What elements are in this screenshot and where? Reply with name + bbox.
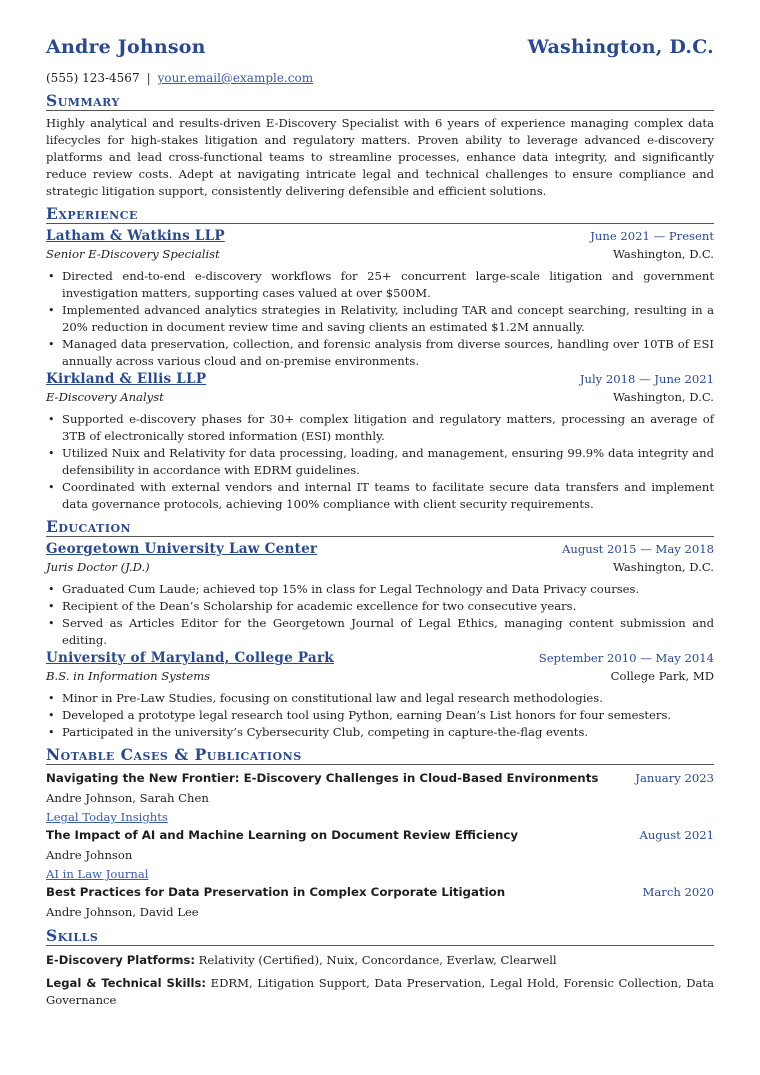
institution-link[interactable]: Georgetown University Law Center: [46, 541, 318, 558]
education-entry: [46, 649, 714, 741]
publication-item: [46, 883, 714, 922]
achievement-item: • Directed end-to-end e-discovery workflows for 25+ concurrent large-scale litigation and government investigation matters, supporting cases valued at over $500M.: [46, 268, 714, 302]
publication-authors: Andre Johnson, Sarah Chen: [46, 791, 209, 806]
job-title: Senior E-Discovery Specialist: [46, 247, 220, 262]
skill-row: [46, 952, 714, 969]
section-title-skills: Skills: [46, 927, 714, 946]
skill-label: E-Discovery Platforms:: [46, 953, 195, 968]
publication-title: The Impact of AI and Machine Learning on Document Review Efficiency: [46, 828, 519, 843]
resume-page: [46, 36, 714, 1009]
publication-date: August 2021: [639, 828, 714, 843]
employment-dates: July 2018 — June 2021: [579, 372, 714, 387]
education-detail-item: • Developed a prototype legal research tool using Python, earning Dean’s List honors for four semesters.: [46, 707, 714, 724]
contact-separator: |: [146, 71, 151, 85]
degree: B.S. in Information Systems: [46, 669, 211, 684]
employer-link[interactable]: Kirkland & Ellis LLP: [46, 371, 207, 388]
education-detail-item: • Recipient of the Dean’s Scholarship for academic excellence for two consecutive years.: [46, 598, 714, 615]
section-title-education: Education: [46, 518, 714, 537]
experience-entry: [46, 227, 714, 370]
section-title-summary: Summary: [46, 92, 714, 111]
resume-header: [46, 36, 714, 68]
education-entry: [46, 540, 714, 649]
publication-date: January 2023: [635, 771, 714, 786]
publication-venue-link[interactable]: AI in Law Journal: [46, 867, 149, 882]
candidate-location: Washington, D.C.: [527, 36, 714, 58]
achievement-list: [46, 411, 714, 513]
summary-text: Highly analytical and results-driven E-Discovery Specialist with 6 years of experience managing complex data lifecycles for high-stakes litigation and regulatory matters. Proven ability to leverage advanced e-discovery platforms and lead cross-functional teams to streamline processes, enhance data integrity, and significantly reduce review costs. Adept at navigating intricate legal and technical challenges to ensure compliance and strategic litigation support, consistently delivering defensible and efficient solutions.: [46, 116, 714, 199]
education-detail-item: • Participated in the university’s Cybersecurity Club, competing in capture-the-flag events.: [46, 724, 714, 741]
publication-item: [46, 769, 714, 826]
email-link[interactable]: your.email@example.com: [157, 71, 314, 85]
skill-value: Relativity (Certified), Nuix, Concordance, Everlaw, Clearwell: [198, 953, 557, 968]
achievement-list: [46, 268, 714, 370]
phone-number: (555) 123-4567: [46, 71, 140, 85]
publication-title: Best Practices for Data Preservation in Complex Corporate Litigation: [46, 885, 506, 900]
publication-item: [46, 826, 714, 883]
publication-date: March 2020: [642, 885, 714, 900]
skill-row: [46, 975, 714, 1009]
job-title: E-Discovery Analyst: [46, 390, 164, 405]
publication-venue-link[interactable]: Legal Today Insights: [46, 810, 168, 825]
education-detail-list: [46, 690, 714, 741]
institution-link[interactable]: University of Maryland, College Park: [46, 650, 334, 667]
education-detail-item: • Served as Articles Editor for the Georgetown Journal of Legal Ethics, managing content submission and editing.: [46, 615, 714, 649]
publication-authors: Andre Johnson: [46, 848, 133, 863]
contact-line: [46, 69, 714, 87]
job-location: Washington, D.C.: [612, 390, 714, 405]
employer-link[interactable]: Latham & Watkins LLP: [46, 228, 225, 245]
publication-title: Navigating the New Frontier: E-Discovery Challenges in Cloud-Based Environments: [46, 771, 599, 786]
employment-dates: June 2021 — Present: [590, 229, 714, 244]
education-detail-item: • Minor in Pre-Law Studies, focusing on constitutional law and legal research methodologies.: [46, 690, 714, 707]
job-location: Washington, D.C.: [612, 247, 714, 262]
achievement-item: • Utilized Nuix and Relativity for data processing, loading, and management, ensuring 99.9% data integrity and defensibility in accordance with EDRM guidelines.: [46, 445, 714, 479]
section-title-publications: Notable Cases & Publications: [46, 746, 714, 765]
skill-value: EDRM, Litigation Support, Data Preservation, Legal Hold, Forensic Collection, Data Governance: [46, 976, 715, 1008]
achievement-item: • Coordinated with external vendors and internal IT teams to facilitate secure data transfers and implement data governance protocols, achieving 100% compliance with client security requirements.: [46, 479, 714, 513]
skill-label: Legal & Technical Skills:: [46, 976, 207, 991]
degree: Juris Doctor (J.D.): [46, 560, 150, 575]
achievement-item: • Managed data preservation, collection, and forensic analysis from diverse sources, handling over 10TB of ESI annually across various cloud and on-premise environments.: [46, 336, 714, 370]
section-title-experience: Experience: [46, 205, 714, 224]
education-detail-item: • Graduated Cum Laude; achieved top 15% in class for Legal Technology and Data Privacy courses.: [46, 581, 714, 598]
publication-authors: Andre Johnson, David Lee: [46, 905, 199, 920]
study-dates: August 2015 — May 2018: [561, 542, 714, 557]
institution-location: College Park, MD: [610, 669, 714, 684]
institution-location: Washington, D.C.: [612, 560, 714, 575]
candidate-name: Andre Johnson: [46, 36, 206, 58]
experience-entry: [46, 370, 714, 513]
achievement-item: • Supported e-discovery phases for 30+ complex litigation and regulatory matters, processing an average of 3TB of electronically stored information (ESI) monthly.: [46, 411, 714, 445]
achievement-item: • Implemented advanced analytics strategies in Relativity, including TAR and concept searching, resulting in a 20% reduction in document review time and saving clients an estimated $1.2M annually.: [46, 302, 714, 336]
education-detail-list: [46, 581, 714, 649]
study-dates: September 2010 — May 2014: [538, 651, 714, 666]
